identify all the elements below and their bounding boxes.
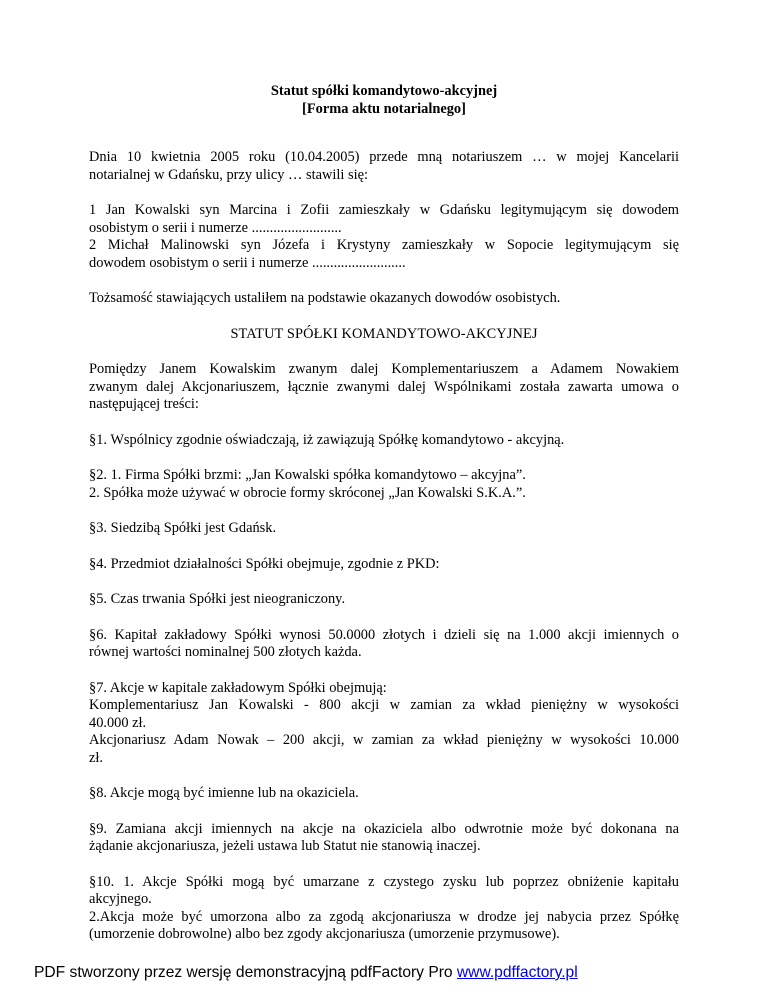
section-10	[89, 874, 679, 944]
section-2-line: 2. Spółka może używać w obrocie formy skróconej „Jan Kowalski S.K.A.”.	[89, 484, 526, 501]
section-7-line: Komplementariusz Jan Kowalski - 800 akcji w zamian za wkład pieniężny w wysokości	[89, 697, 679, 713]
section-7-line: zł.	[89, 749, 103, 766]
intro-line: notarialnej w Gdańsku, przy ulicy … stawili się:	[89, 166, 368, 183]
intro-paragraph	[89, 149, 679, 184]
pdf-watermark-footer	[34, 964, 578, 982]
title-line-2: [Forma aktu notarialnego]	[302, 100, 466, 117]
preamble-line: zwanym dalej Akcjonariuszem, łącznie zwanymi dalej Wspólnikami została zawarta umowa o	[89, 378, 679, 395]
section-6-line: równej wartości nominalnej 500 złotych każda.	[89, 644, 362, 660]
section-2	[89, 467, 679, 502]
section-2-line: §2. 1. Firma Spółki brzmi: „Jan Kowalski spółka komandytowo – akcyjna”.	[89, 467, 526, 483]
person-1-line: 1 Jan Kowalski syn Marcina i Zofii zamieszkały w Gdańsku legitymującym się dowodem	[89, 202, 679, 218]
section-9-line: §9. Zamiana akcji imiennych na akcje na okaziciela albo odwrotnie może być dokonana na	[89, 820, 679, 837]
footer-link[interactable]: www.pdffactory.pl	[456, 964, 578, 981]
section-7	[89, 680, 679, 768]
preamble-paragraph	[89, 361, 679, 414]
section-7-line: §7. Akcje w kapitale zakładowym Spółki obejmują:	[89, 679, 387, 696]
persons-paragraph	[89, 202, 679, 272]
section-10-line: akcyjnego.	[89, 891, 152, 907]
intro-line: Dnia 10 kwietnia 2005 roku (10.04.2005) przede mną notariuszem … w mojej Kancelarii	[89, 149, 679, 165]
section-4: §4. Przedmiot działalności Spółki obejmuje, zgodnie z PKD:	[89, 555, 440, 572]
section-7-line: Akcjonariusz Adam Nowak – 200 akcji, w zamian za wkład pieniężny w wysokości 10.000	[89, 732, 679, 748]
preamble-line: następującej treści:	[89, 396, 199, 412]
identity-paragraph: Tożsamość stawiających ustaliłem na podstawie okazanych dowodów osobistych.	[89, 290, 561, 306]
document-title	[89, 83, 679, 118]
statute-heading: STATUT SPÓŁKI KOMANDYTOWO-AKCYJNEJ	[230, 325, 538, 342]
section-10-line: 2.Akcja może być umorzona albo za zgodą akcjonariusza w drodze jej nabycia przez Spółkę	[89, 908, 679, 925]
section-8: §8. Akcje mogą być imienne lub na okaziciela.	[89, 785, 359, 801]
preamble-line: Pomiędzy Janem Kowalskim zwanym dalej Komplementariuszem a Adamem Nowakiem	[89, 361, 679, 377]
title-line-1: Statut spółki komandytowo-akcyjnej	[270, 83, 498, 99]
person-2-line: 2 Michał Malinowski syn Józefa i Krystyny zamieszkały w Sopocie legitymującym się	[89, 237, 679, 253]
person-2-id-line: dowodem osobistym o serii i numerze ..........................	[89, 254, 406, 271]
section-10-line: §10. 1. Akcje Spółki mogą być umarzane z czystego zysku lub poprzez obniżenie kapitału	[89, 873, 679, 890]
section-1: §1. Wspólnicy zgodnie oświadczają, iż zawiązują Spółkę komandytowo - akcyjną.	[89, 431, 565, 448]
footer-text: PDF stworzony przez wersję demonstracyjną pdfFactory Pro	[34, 964, 457, 981]
section-9	[89, 821, 679, 856]
section-6-line: §6. Kapitał zakładowy Spółki wynosi 50.0000 złotych i dzieli się na 1.000 akcji imiennych o	[89, 626, 679, 643]
person-1-id-line: osobistym o serii i numerze .........................	[89, 219, 342, 236]
section-9-line: żądanie akcjonariusza, jeżeli ustawa lub Statut nie stanowią inaczej.	[89, 838, 481, 854]
section-5: §5. Czas trwania Spółki jest nieograniczony.	[89, 591, 346, 607]
section-10-line: (umorzenie dobrowolne) albo bez zgody akcjonariusza (umorzenie przymusowe).	[89, 926, 560, 942]
section-6	[89, 627, 679, 662]
section-3: §3. Siedzibą Spółki jest Gdańsk.	[89, 520, 277, 536]
document-page	[89, 83, 679, 962]
section-7-line: 40.000 zł.	[89, 714, 147, 731]
